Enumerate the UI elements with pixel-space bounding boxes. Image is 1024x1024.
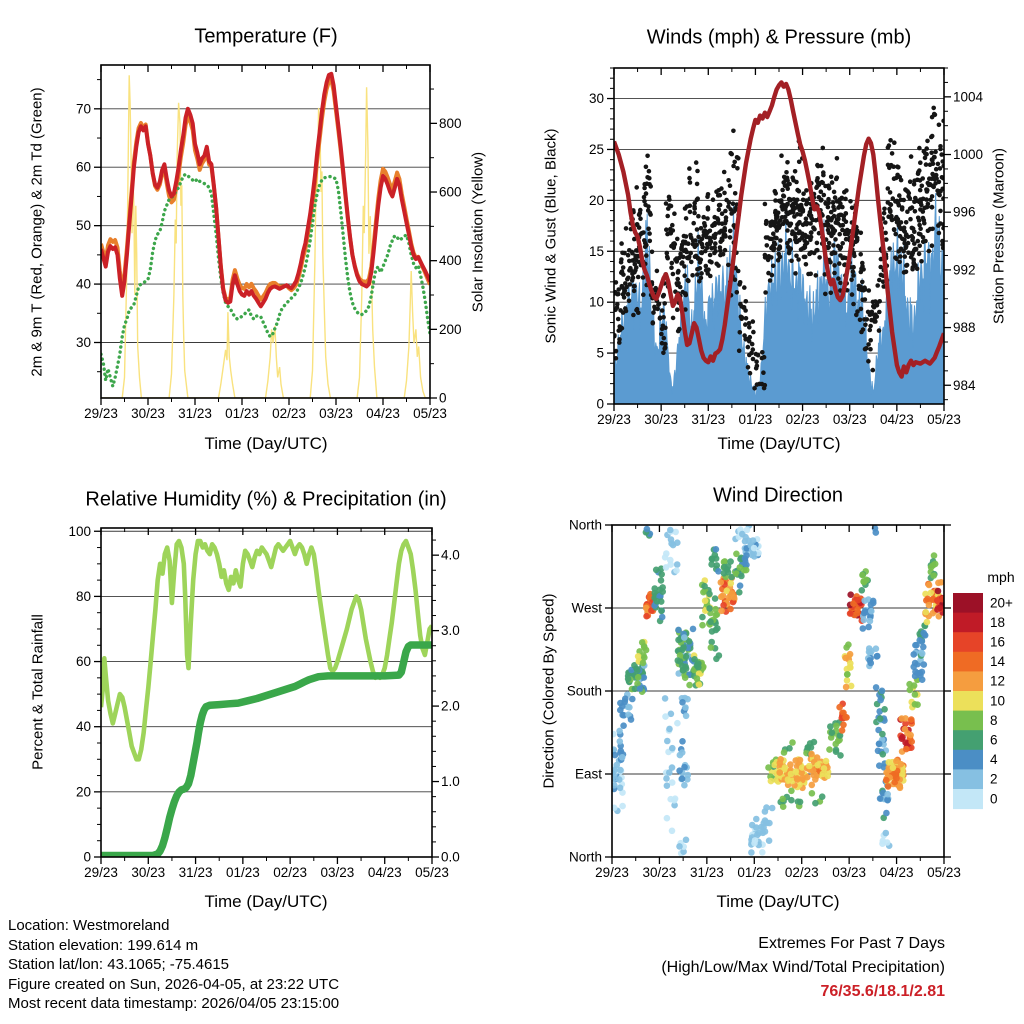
svg-text:60: 60 (75, 159, 91, 175)
svg-text:04/23: 04/23 (879, 412, 914, 427)
svg-text:70: 70 (75, 101, 91, 117)
panel-title-winds: Winds (mph) & Pressure (mb) (646, 26, 912, 49)
svg-text:2: 2 (990, 771, 998, 787)
svg-text:East: East (574, 766, 602, 782)
svg-text:0: 0 (990, 791, 998, 807)
svg-text:80: 80 (75, 588, 91, 604)
svg-text:15: 15 (588, 243, 604, 259)
svg-text:800: 800 (439, 115, 462, 131)
svg-text:04/23: 04/23 (367, 865, 402, 880)
svg-text:02/23: 02/23 (784, 865, 819, 880)
svg-text:31/23: 31/23 (178, 865, 213, 880)
svg-text:0: 0 (83, 849, 91, 865)
svg-text:29/23: 29/23 (597, 412, 631, 427)
y-axis-title-winds-left: Sonic Wind & Gust (Blue, Black) (542, 128, 560, 344)
svg-text:400: 400 (439, 253, 462, 269)
svg-text:North: North (568, 517, 602, 533)
svg-text:0: 0 (596, 396, 604, 412)
svg-text:31/23: 31/23 (689, 865, 724, 880)
y-axis-title-direction-left: Direction (Colored By Speed) (540, 593, 558, 789)
svg-text:992: 992 (953, 262, 976, 278)
svg-text:03/23: 03/23 (320, 865, 355, 880)
svg-text:30/23: 30/23 (131, 406, 165, 421)
svg-text:0: 0 (439, 390, 447, 406)
panel-title-humidity: Relative Humidity (%) & Precipitation (in) (85, 488, 447, 511)
svg-text:30/23: 30/23 (642, 865, 677, 880)
svg-text:1.0: 1.0 (441, 774, 460, 790)
svg-text:31/23: 31/23 (691, 412, 726, 427)
panel-title-wind-direction: Wind Direction (712, 484, 844, 507)
svg-text:12: 12 (990, 673, 1006, 689)
svg-text:25: 25 (588, 141, 604, 157)
svg-text:200: 200 (439, 321, 462, 337)
svg-text:03/23: 03/23 (832, 865, 867, 880)
svg-text:1000: 1000 (953, 147, 984, 163)
svg-text:50: 50 (75, 218, 91, 234)
svg-text:100: 100 (68, 523, 91, 539)
svg-text:30/23: 30/23 (644, 412, 679, 427)
svg-text:10: 10 (588, 294, 604, 310)
svg-text:01/23: 01/23 (225, 406, 259, 421)
humidity-precip-plot (101, 531, 432, 855)
recent-data-timestamp: Most recent data timestamp: 2026/04/05 23:15:00 (8, 995, 340, 1012)
station-elevation: Station elevation: 199.614 m (8, 936, 199, 954)
svg-text:16: 16 (990, 634, 1006, 650)
svg-text:05/23: 05/23 (413, 406, 447, 421)
y-axis-title-winds-right: Station Pressure (Maroon) (990, 148, 1008, 324)
temperature-plot (101, 74, 430, 398)
svg-text:29/23: 29/23 (84, 406, 118, 421)
humidity-frame (68, 524, 459, 880)
colorbar-title: mph (987, 569, 1015, 585)
svg-text:5: 5 (596, 345, 604, 361)
x-axis-title-wind-direction: Time (Day/UTC) (716, 892, 840, 911)
x-axis-title-humidity: Time (Day/UTC) (204, 892, 328, 911)
svg-text:18: 18 (990, 614, 1006, 630)
wind-direction-plot (609, 522, 947, 856)
svg-text:984: 984 (953, 377, 976, 393)
svg-text:West: West (571, 600, 602, 616)
svg-text:600: 600 (439, 184, 462, 200)
extremes-block (661, 932, 945, 1004)
svg-text:996: 996 (953, 204, 976, 220)
svg-text:04/23: 04/23 (366, 406, 400, 421)
svg-text:2.0: 2.0 (441, 698, 460, 714)
svg-text:40: 40 (75, 719, 91, 735)
svg-text:10: 10 (990, 693, 1006, 709)
svg-text:02/23: 02/23 (785, 412, 820, 427)
svg-text:01/23: 01/23 (737, 865, 772, 880)
svg-text:29/23: 29/23 (595, 865, 629, 880)
svg-text:40: 40 (75, 276, 91, 292)
station-info-block (8, 916, 339, 1014)
svg-text:North: North (568, 849, 602, 865)
dewpoint-line (101, 174, 430, 386)
station-latlon: Station lat/lon: 43.1065; -75.4615 (8, 956, 230, 973)
solar-insolation-line (101, 75, 430, 398)
svg-text:14: 14 (990, 654, 1006, 670)
station-location: Location: Westmoreland (8, 917, 170, 934)
svg-text:20: 20 (75, 784, 91, 800)
svg-text:0.0: 0.0 (441, 849, 460, 865)
svg-text:31/23: 31/23 (178, 406, 212, 421)
svg-text:1004: 1004 (953, 89, 984, 105)
svg-text:29/23: 29/23 (84, 865, 118, 880)
panel-title-temperature: Temperature (F) (194, 25, 338, 48)
svg-text:05/23: 05/23 (927, 865, 961, 880)
svg-text:8: 8 (990, 712, 998, 728)
svg-text:20: 20 (588, 192, 604, 208)
extremes-values: 76/35.6/18.1/2.81 (820, 983, 945, 1000)
svg-text:6: 6 (990, 732, 998, 748)
svg-text:01/23: 01/23 (225, 865, 260, 880)
winds-pressure-plot (612, 82, 946, 404)
svg-text:30: 30 (75, 335, 91, 350)
figure-created-timestamp: Figure created on Sun, 2026-04-05, at 23:22 UTC (8, 975, 340, 993)
y-axis-title-temperature-left: 2m & 9m T (Red, Orange) & 2m Td (Green) (28, 87, 46, 377)
svg-text:3.0: 3.0 (441, 623, 460, 639)
svg-text:05/23: 05/23 (415, 865, 449, 880)
svg-text:4.0: 4.0 (441, 547, 460, 563)
svg-text:02/23: 02/23 (273, 865, 308, 880)
svg-text:01/23: 01/23 (738, 412, 773, 427)
x-axis-title-temperature: Time (Day/UTC) (204, 434, 328, 453)
svg-text:988: 988 (953, 320, 976, 336)
y-axis-title-temperature-right: Solar Insolation (Yellow) (469, 151, 487, 313)
x-axis-title-winds: Time (Day/UTC) (717, 434, 841, 453)
svg-text:30: 30 (588, 91, 604, 107)
y-axis-title-humidity-left: Percent & Total Rainfall (29, 614, 47, 770)
svg-text:02/23: 02/23 (272, 406, 306, 421)
svg-text:03/23: 03/23 (319, 406, 353, 421)
svg-text:30/23: 30/23 (131, 865, 166, 880)
extremes-title: Extremes For Past 7 Days (758, 935, 945, 952)
svg-text:60: 60 (75, 654, 91, 670)
svg-text:03/23: 03/23 (832, 412, 867, 427)
direction-dots (609, 522, 947, 856)
svg-text:04/23: 04/23 (879, 865, 914, 880)
extremes-subtitle: (High/Low/Max Wind/Total Precipitation) (661, 959, 945, 976)
svg-text:05/23: 05/23 (927, 412, 961, 427)
svg-text:20+: 20+ (990, 595, 1013, 611)
svg-text:4: 4 (990, 752, 998, 768)
speed-colorbar (953, 593, 1013, 809)
svg-text:South: South (566, 683, 602, 699)
